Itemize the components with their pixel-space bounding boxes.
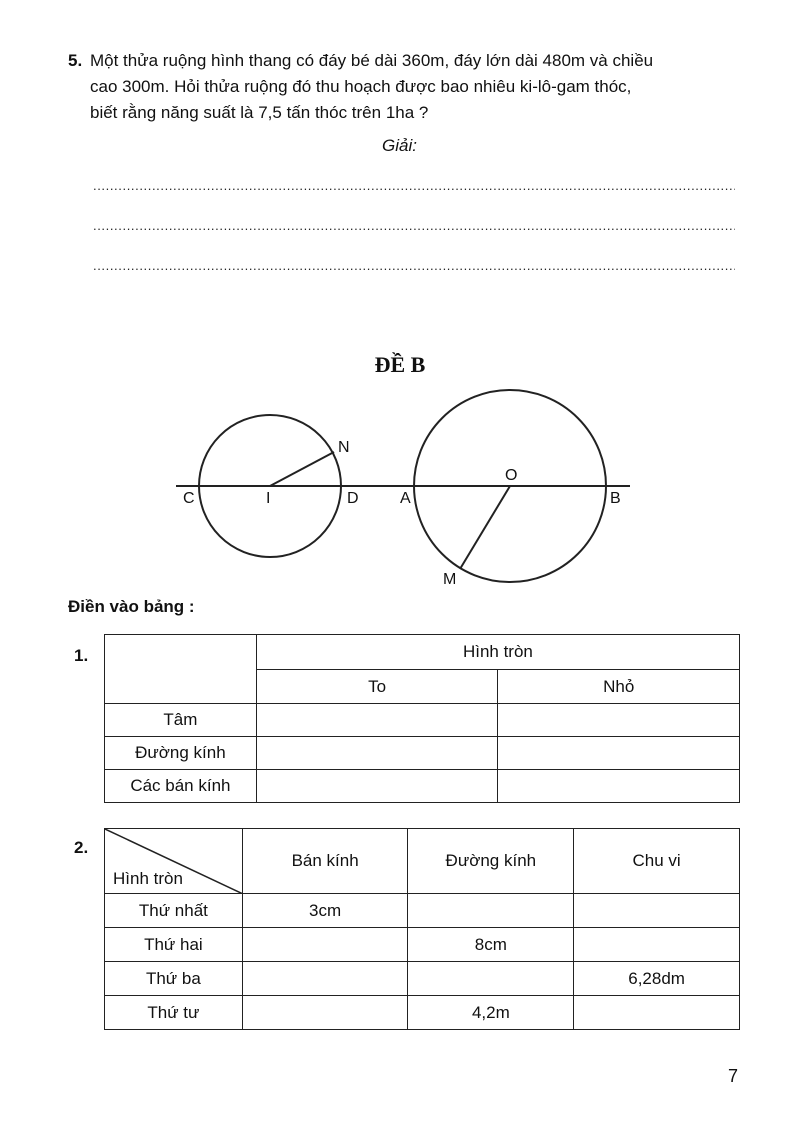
label-M: M <box>443 571 457 588</box>
table2-row-label: Thứ nhất <box>105 894 243 928</box>
table-2 <box>104 828 740 1030</box>
table2-cell[interactable] <box>574 928 740 962</box>
label-N: N <box>338 439 350 456</box>
radius-OM <box>460 486 510 569</box>
label-C: C <box>183 490 195 507</box>
table2-row-label: Thứ tư <box>105 996 243 1030</box>
table2-cell[interactable] <box>242 928 408 962</box>
table2-row-label: Thứ hai <box>105 928 243 962</box>
table2-col-header: Chu vi <box>574 829 740 894</box>
table2-cell[interactable] <box>242 962 408 996</box>
table2-number: 2. <box>74 838 89 857</box>
table2-col-header: Bán kính <box>242 829 408 894</box>
table1-col-header: Nhỏ <box>498 670 740 704</box>
fill-instruction: Điền vào bảng : <box>68 597 195 616</box>
table1-corner-cell <box>105 635 257 704</box>
table1-group-header: Hình tròn <box>256 635 739 670</box>
table2-col-header: Đường kính <box>408 829 574 894</box>
table2-cell[interactable]: 4,2m <box>408 996 574 1030</box>
table1-cell[interactable] <box>498 770 740 803</box>
label-O: O <box>505 467 518 484</box>
table1-row-label: Đường kính <box>105 737 257 770</box>
table2-cell[interactable] <box>574 996 740 1030</box>
page-number: 7 <box>727 1066 738 1086</box>
table1-col-header: To <box>256 670 498 704</box>
problem-line-1: Một thửa ruộng hình thang có đáy bé dài 360m, đáy lớn dài 480m và chiều <box>90 51 654 70</box>
radius-IN <box>270 452 334 486</box>
table2-cell[interactable] <box>408 894 574 928</box>
table1-cell[interactable] <box>498 737 740 770</box>
table2-cell[interactable]: 6,28dm <box>574 962 740 996</box>
table1-row-label: Tâm <box>105 704 257 737</box>
table2-cell[interactable]: 8cm <box>408 928 574 962</box>
table1-cell[interactable] <box>256 704 498 737</box>
label-A: A <box>400 490 411 507</box>
table1-cell[interactable] <box>498 704 740 737</box>
table-1 <box>104 634 740 803</box>
problem-number: 5. <box>68 51 83 70</box>
table2-cell[interactable]: 3cm <box>242 894 408 928</box>
table1-cell[interactable] <box>256 737 498 770</box>
table2-row-label: Thứ ba <box>105 962 243 996</box>
problem-line-2: cao 300m. Hỏi thửa ruộng đó thu hoạch được bao nhiêu ki-lô-gam thóc, <box>90 77 632 96</box>
table2-cell[interactable] <box>408 962 574 996</box>
label-B: B <box>610 490 621 507</box>
table1-cell[interactable] <box>256 770 498 803</box>
table2-cell[interactable] <box>574 894 740 928</box>
label-D: D <box>347 490 359 507</box>
solution-label: Giải: <box>382 136 417 155</box>
table1-number: 1. <box>74 646 89 665</box>
section-title: ĐỀ B <box>374 352 426 377</box>
table2-corner-cell <box>105 829 243 894</box>
problem-line-3: biết rằng năng suất là 7,5 tấn thóc trên 1ha ? <box>90 103 429 122</box>
table1-row-label: Các bán kính <box>105 770 257 803</box>
label-I: I <box>266 490 271 507</box>
table2-cell[interactable] <box>242 996 408 1030</box>
table2-corner-label: Hình tròn <box>113 869 183 888</box>
